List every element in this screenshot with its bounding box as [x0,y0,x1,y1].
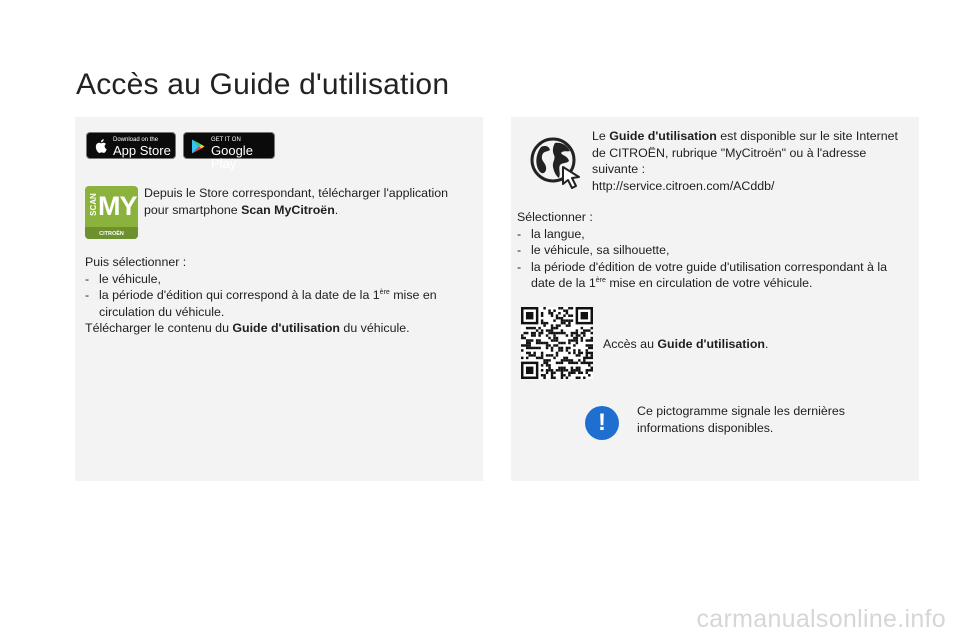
website-url[interactable]: http://service.citroen.com/ACddb/ [592,178,775,193]
web-panel [511,117,919,481]
app-store-label: App Store [113,143,171,158]
app-panel [75,117,483,481]
list-item: - le véhicule, [85,271,161,286]
list-item: - la période d'édition qui correspond à la date de la 1ère mise en circulation du véhicule. [85,288,437,319]
app-store-badge[interactable] [86,132,176,159]
logo-scan: SCAN [88,193,98,216]
scan-mycitroen-logo [85,186,138,239]
list-item: - le véhicule, sa silhouette, [517,243,670,257]
list-item: - la langue, [517,226,585,241]
select-intro: Puis sélectionner : [85,255,187,269]
left-instructions [85,254,470,337]
select-intro: Sélectionner : [517,210,593,224]
info-exclamation-icon: ! [585,406,619,440]
qr-code-icon[interactable] [521,307,593,379]
info-text: Ce pictogramme signale les dernières informations disponibles. [637,404,845,435]
google-play-label: Google Play [211,143,253,171]
qr-text: Accès au Guide d'utilisation. [603,337,769,351]
google-play-icon [191,139,205,154]
logo-my: MY [98,191,137,221]
app-store-small: Download on the [113,137,159,143]
google-play-badge[interactable] [183,132,275,171]
right-instructions [517,209,907,292]
list-item: - la période d'édition de votre guide d'utilisation correspondant à la date de la 1ère mise en circulation de votre véhicule. [517,259,888,290]
page-title: Accès au Guide d'utilisation [76,68,450,101]
globe-cursor-icon [523,131,587,195]
app-intro-text: Depuis le Store correspondant, télécharger l'application pour smartphone Scan MyCitroën. [144,186,449,217]
watermark: carmanualsonline.info [696,605,946,633]
website-text: Le Guide d'utilisation est disponible sur le site Internet de CITROËN, rubrique "MyCitroën" ou à l'adresse suivante : http://service.citroen.com/ACddb/ [592,128,902,194]
apple-icon [95,139,107,153]
google-play-small: GET IT ON [211,137,241,143]
download-text: Télécharger le contenu du Guide d'utilisation du véhicule. [85,321,410,335]
logo-brand: CITROËN [99,231,124,237]
